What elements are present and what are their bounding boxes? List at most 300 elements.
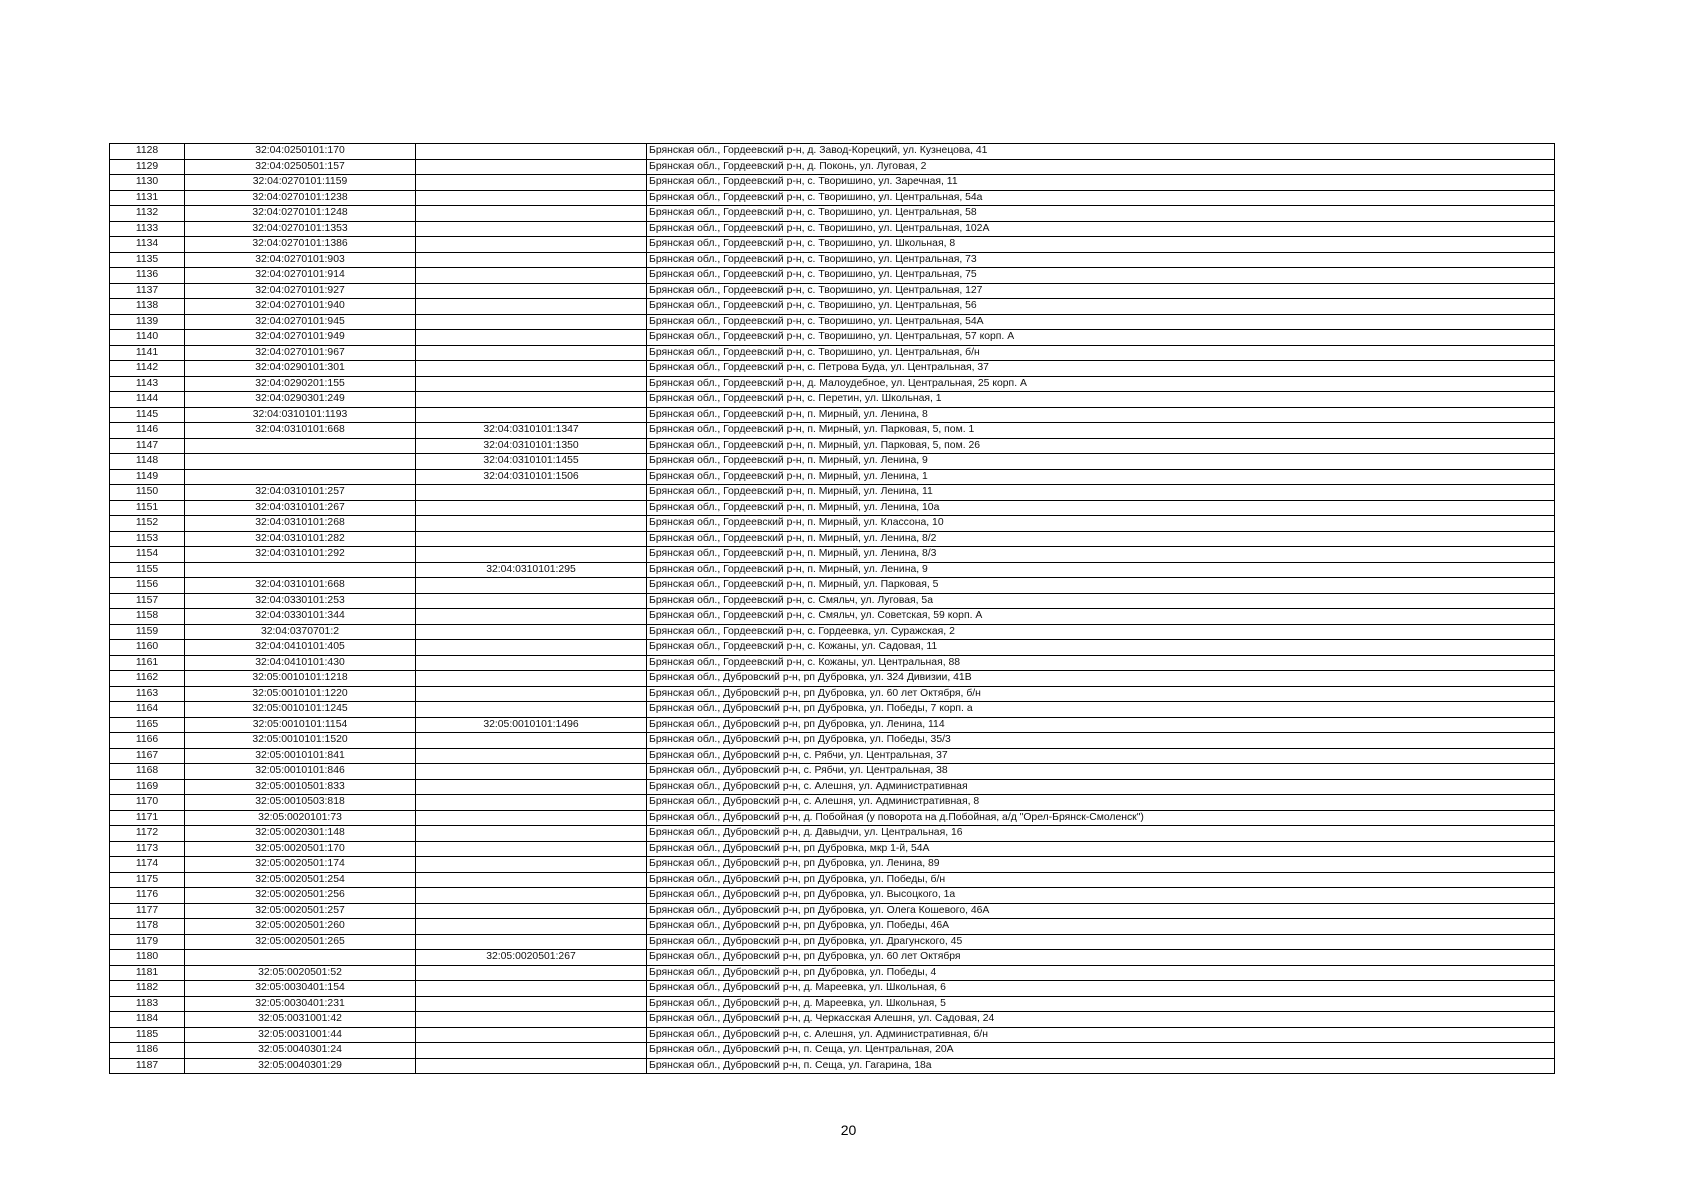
row-number: 1136 [110, 268, 185, 284]
address: Брянская обл., Дубровский р-н, д. Черкасская Алешня, ул. Садовая, 24 [647, 1012, 1555, 1028]
cadastral-number: 32:04:0310101:668 [185, 423, 416, 439]
cadastral-number: 32:05:0010101:1220 [185, 686, 416, 702]
cadastral-number [185, 562, 416, 578]
table-row [110, 221, 1555, 237]
row-number: 1142 [110, 361, 185, 377]
address: Брянская обл., Гордеевский р-н, п. Мирный, ул. Ленина, 8/2 [647, 531, 1555, 547]
cadastral-number: 32:04:0270101:940 [185, 299, 416, 315]
row-number: 1143 [110, 376, 185, 392]
cadastral-number-secondary [416, 221, 647, 237]
cadastral-number-secondary [416, 671, 647, 687]
table-row [110, 717, 1555, 733]
table-row [110, 671, 1555, 687]
cadastral-number-secondary [416, 485, 647, 501]
cadastral-number-secondary [416, 593, 647, 609]
row-number: 1166 [110, 733, 185, 749]
row-number: 1184 [110, 1012, 185, 1028]
row-number: 1152 [110, 516, 185, 532]
table-row [110, 593, 1555, 609]
table-row [110, 423, 1555, 439]
row-number: 1159 [110, 624, 185, 640]
page-number: 20 [840, 1122, 857, 1138]
address: Брянская обл., Дубровский р-н, с. Алешня, ул. Административная, б/н [647, 1027, 1555, 1043]
address: Брянская обл., Дубровский р-н, рп Дубровка, ул. Олега Кошевого, 46А [647, 903, 1555, 919]
row-number: 1177 [110, 903, 185, 919]
address: Брянская обл., Гордеевский р-н, с. Петрова Буда, ул. Центральная, 37 [647, 361, 1555, 377]
table-row [110, 392, 1555, 408]
cadastral-number-secondary [416, 175, 647, 191]
row-number: 1174 [110, 857, 185, 873]
cadastral-number [185, 438, 416, 454]
cadastral-number: 32:04:0310101:1193 [185, 407, 416, 423]
table-row [110, 609, 1555, 625]
row-number: 1150 [110, 485, 185, 501]
row-number: 1169 [110, 779, 185, 795]
table-row [110, 810, 1555, 826]
table-row [110, 872, 1555, 888]
row-number: 1145 [110, 407, 185, 423]
cadastral-number-secondary [416, 376, 647, 392]
cadastral-number: 32:05:0010101:1154 [185, 717, 416, 733]
row-number: 1163 [110, 686, 185, 702]
table-row [110, 779, 1555, 795]
cadastral-number: 32:04:0410101:430 [185, 655, 416, 671]
row-number: 1157 [110, 593, 185, 609]
table-row [110, 996, 1555, 1012]
cadastral-number: 32:04:0310101:282 [185, 531, 416, 547]
address: Брянская обл., Дубровский р-н, с. Алешня, ул. Административная, 8 [647, 795, 1555, 811]
row-number: 1128 [110, 144, 185, 160]
table-row [110, 748, 1555, 764]
cadastral-number: 32:04:0270101:1248 [185, 206, 416, 222]
row-number: 1185 [110, 1027, 185, 1043]
address: Брянская обл., Дубровский р-н, с. Рябчи, ул. Центральная, 38 [647, 764, 1555, 780]
cadastral-number-secondary [416, 345, 647, 361]
cadastral-number-secondary [416, 314, 647, 330]
table-row [110, 175, 1555, 191]
cadastral-number: 32:04:0310101:292 [185, 547, 416, 563]
row-number: 1173 [110, 841, 185, 857]
cadastral-number: 32:04:0310101:257 [185, 485, 416, 501]
cadastral-number-secondary [416, 1012, 647, 1028]
cadastral-number: 32:04:0310101:668 [185, 578, 416, 594]
address: Брянская обл., Дубровский р-н, рп Дубровка, ул. 324 Дивизии, 41В [647, 671, 1555, 687]
cadastral-number-secondary [416, 996, 647, 1012]
cadastral-number-secondary: 32:04:0310101:1455 [416, 454, 647, 470]
cadastral-number-secondary [416, 981, 647, 997]
table-row [110, 965, 1555, 981]
address: Брянская обл., Гордеевский р-н, с. Творишино, ул. Заречная, 11 [647, 175, 1555, 191]
cadastral-number: 32:04:0310101:267 [185, 500, 416, 516]
cadastral-number: 32:05:0020501:265 [185, 934, 416, 950]
row-number: 1135 [110, 252, 185, 268]
cadastral-number: 32:05:0010101:841 [185, 748, 416, 764]
row-number: 1158 [110, 609, 185, 625]
cadastral-number: 32:05:0020501:257 [185, 903, 416, 919]
row-number: 1156 [110, 578, 185, 594]
cadastral-number-secondary [416, 609, 647, 625]
address: Брянская обл., Гордеевский р-н, с. Кожаны, ул. Центральная, 88 [647, 655, 1555, 671]
cadastral-number-secondary [416, 857, 647, 873]
cadastral-number: 32:04:0310101:268 [185, 516, 416, 532]
address: Брянская обл., Гордеевский р-н, с. Творишино, ул. Школьная, 8 [647, 237, 1555, 253]
address: Брянская обл., Гордеевский р-н, с. Смяльч, ул. Советская, 59 корп. А [647, 609, 1555, 625]
address: Брянская обл., Гордеевский р-н, с. Творишино, ул. Центральная, 75 [647, 268, 1555, 284]
address: Брянская обл., Гордеевский р-н, п. Мирный, ул. Парковая, 5, пом. 1 [647, 423, 1555, 439]
cadastral-number-secondary [416, 159, 647, 175]
table-row [110, 702, 1555, 718]
cadastral-number-secondary: 32:05:0010101:1496 [416, 717, 647, 733]
cadastral-number-secondary [416, 516, 647, 532]
table-row [110, 454, 1555, 470]
cadastral-number-secondary [416, 919, 647, 935]
row-number: 1130 [110, 175, 185, 191]
cadastral-number: 32:05:0010101:1245 [185, 702, 416, 718]
row-number: 1179 [110, 934, 185, 950]
row-number: 1131 [110, 190, 185, 206]
cadastral-number: 32:05:0031001:42 [185, 1012, 416, 1028]
table-row [110, 252, 1555, 268]
cadastral-number: 32:04:0330101:253 [185, 593, 416, 609]
address: Брянская обл., Дубровский р-н, рп Дубровка, ул. Ленина, 114 [647, 717, 1555, 733]
table-row [110, 500, 1555, 516]
cadastral-number: 32:05:0010101:1218 [185, 671, 416, 687]
cadastral-number: 32:04:0270101:1386 [185, 237, 416, 253]
cadastral-number: 32:05:0010501:833 [185, 779, 416, 795]
cadastral-number-secondary [416, 268, 647, 284]
table-row [110, 547, 1555, 563]
table-row [110, 1027, 1555, 1043]
address: Брянская обл., Дубровский р-н, рп Дубровка, ул. Победы, 35/3 [647, 733, 1555, 749]
table-row [110, 795, 1555, 811]
address: Брянская обл., Дубровский р-н, д. Давыдчи, ул. Центральная, 16 [647, 826, 1555, 842]
row-number: 1129 [110, 159, 185, 175]
table-row [110, 841, 1555, 857]
cadastral-number: 32:04:0270101:1159 [185, 175, 416, 191]
cadastral-number: 32:05:0020501:170 [185, 841, 416, 857]
cadastral-number-secondary [416, 252, 647, 268]
address: Брянская обл., Гордеевский р-н, п. Мирный, ул. Классона, 10 [647, 516, 1555, 532]
row-number: 1165 [110, 717, 185, 733]
table-row [110, 438, 1555, 454]
row-number: 1186 [110, 1043, 185, 1059]
row-number: 1148 [110, 454, 185, 470]
address: Брянская обл., Дубровский р-н, д. Побойная (у поворота на д.Побойная, а/д "Орел-Брянск-Смоленск") [647, 810, 1555, 826]
table-row [110, 640, 1555, 656]
address: Брянская обл., Дубровский р-н, рп Дубровка, мкр 1-й, 54А [647, 841, 1555, 857]
cadastral-number: 32:05:0020101:73 [185, 810, 416, 826]
address: Брянская обл., Дубровский р-н, с. Алешня, ул. Административная [647, 779, 1555, 795]
cadastral-number-secondary [416, 640, 647, 656]
cadastral-number: 32:05:0040301:29 [185, 1058, 416, 1074]
cadastral-number-secondary: 32:04:0310101:1347 [416, 423, 647, 439]
row-number: 1132 [110, 206, 185, 222]
table-row [110, 919, 1555, 935]
cadastral-number: 32:04:0290301:249 [185, 392, 416, 408]
cadastral-number-secondary [416, 733, 647, 749]
cadastral-number-secondary [416, 407, 647, 423]
table-row [110, 516, 1555, 532]
address: Брянская обл., Гордеевский р-н, п. Мирный, ул. Ленина, 9 [647, 562, 1555, 578]
cadastral-number-secondary [416, 330, 647, 346]
row-number: 1138 [110, 299, 185, 315]
table-row [110, 562, 1555, 578]
table-row [110, 934, 1555, 950]
address: Брянская обл., Гордеевский р-н, п. Мирный, ул. Ленина, 8/3 [647, 547, 1555, 563]
cadastral-number-secondary [416, 392, 647, 408]
row-number: 1164 [110, 702, 185, 718]
table-row [110, 407, 1555, 423]
table-row [110, 857, 1555, 873]
address: Брянская обл., Дубровский р-н, рп Дубровка, ул. Высоцкого, 1а [647, 888, 1555, 904]
cadastral-number: 32:05:0030401:231 [185, 996, 416, 1012]
cadastral-number-secondary [416, 702, 647, 718]
cadastral-number-secondary [416, 779, 647, 795]
cadastral-number-secondary [416, 299, 647, 315]
row-number: 1139 [110, 314, 185, 330]
address: Брянская обл., Гордеевский р-н, с. Творишино, ул. Центральная, 57 корп. А [647, 330, 1555, 346]
address: Брянская обл., Гордеевский р-н, с. Творишино, ул. Центральная, 56 [647, 299, 1555, 315]
table-row [110, 826, 1555, 842]
cadastral-number-secondary [416, 283, 647, 299]
row-number: 1161 [110, 655, 185, 671]
cadastral-number-secondary [416, 965, 647, 981]
table-row [110, 159, 1555, 175]
cadastral-number: 32:05:0020501:174 [185, 857, 416, 873]
address: Брянская обл., Гордеевский р-н, с. Творишино, ул. Центральная, 58 [647, 206, 1555, 222]
row-number: 1180 [110, 950, 185, 966]
address: Брянская обл., Гордеевский р-н, д. Малоудебное, ул. Центральная, 25 корп. А [647, 376, 1555, 392]
row-number: 1168 [110, 764, 185, 780]
cadastral-number-secondary [416, 1058, 647, 1074]
cadastral-number: 32:04:0370701:2 [185, 624, 416, 640]
cadastral-number: 32:04:0410101:405 [185, 640, 416, 656]
table-row [110, 376, 1555, 392]
cadastral-number: 32:05:0020301:148 [185, 826, 416, 842]
cadastral-number-secondary [416, 655, 647, 671]
cadastral-number [185, 469, 416, 485]
cadastral-number: 32:05:0020501:52 [185, 965, 416, 981]
row-number: 1151 [110, 500, 185, 516]
address: Брянская обл., Гордеевский р-н, п. Мирный, ул. Ленина, 11 [647, 485, 1555, 501]
address: Брянская обл., Дубровский р-н, рп Дубровка, ул. 60 лет Октября [647, 950, 1555, 966]
address: Брянская обл., Гордеевский р-н, п. Мирный, ул. Парковая, 5 [647, 578, 1555, 594]
address: Брянская обл., Гордеевский р-н, с. Смяльч, ул. Луговая, 5а [647, 593, 1555, 609]
row-number: 1146 [110, 423, 185, 439]
row-number: 1149 [110, 469, 185, 485]
table-row [110, 1012, 1555, 1028]
row-number: 1133 [110, 221, 185, 237]
row-number: 1176 [110, 888, 185, 904]
table-row [110, 237, 1555, 253]
row-number: 1154 [110, 547, 185, 563]
cadastral-number-secondary [416, 500, 647, 516]
cadastral-number: 32:04:0270101:949 [185, 330, 416, 346]
row-number: 1175 [110, 872, 185, 888]
table-row [110, 485, 1555, 501]
cadastral-number [185, 950, 416, 966]
table-row [110, 361, 1555, 377]
cadastral-number-secondary [416, 1027, 647, 1043]
cadastral-number-secondary [416, 237, 647, 253]
address: Брянская обл., Гордеевский р-н, с. Гордеевка, ул. Суражская, 2 [647, 624, 1555, 640]
table-row [110, 190, 1555, 206]
address: Брянская обл., Дубровский р-н, рп Дубровка, ул. Победы, б/н [647, 872, 1555, 888]
address: Брянская обл., Гордеевский р-н, д. Поконь, ул. Луговая, 2 [647, 159, 1555, 175]
row-number: 1134 [110, 237, 185, 253]
row-number: 1140 [110, 330, 185, 346]
row-number: 1137 [110, 283, 185, 299]
cadastral-number-secondary [416, 764, 647, 780]
table-row [110, 624, 1555, 640]
address: Брянская обл., Дубровский р-н, п. Сеща, ул. Гагарина, 18а [647, 1058, 1555, 1074]
cadastral-number-secondary [416, 547, 647, 563]
row-number: 1183 [110, 996, 185, 1012]
cadastral-number: 32:04:0270101:914 [185, 268, 416, 284]
row-number: 1167 [110, 748, 185, 764]
cadastral-number-secondary [416, 795, 647, 811]
cadastral-number-secondary [416, 810, 647, 826]
address: Брянская обл., Гордеевский р-н, с. Творишино, ул. Центральная, 54а [647, 190, 1555, 206]
table-row [110, 764, 1555, 780]
address: Брянская обл., Дубровский р-н, рп Дубровка, ул. Драгунского, 45 [647, 934, 1555, 950]
document-page [109, 143, 1554, 1074]
row-number: 1187 [110, 1058, 185, 1074]
row-number: 1181 [110, 965, 185, 981]
address: Брянская обл., Дубровский р-н, д. Мареевка, ул. Школьная, 5 [647, 996, 1555, 1012]
table-row [110, 283, 1555, 299]
cadastral-number-secondary [416, 531, 647, 547]
table-row [110, 981, 1555, 997]
row-number: 1155 [110, 562, 185, 578]
cadastral-number-secondary [416, 361, 647, 377]
table-row [110, 469, 1555, 485]
cadastral-number-secondary [416, 686, 647, 702]
address: Брянская обл., Гордеевский р-н, с. Творишино, ул. Центральная, 127 [647, 283, 1555, 299]
table-row [110, 578, 1555, 594]
table-row [110, 655, 1555, 671]
cadastral-number-secondary: 32:05:0020501:267 [416, 950, 647, 966]
address: Брянская обл., Дубровский р-н, рп Дубровка, ул. 60 лет Октября, б/н [647, 686, 1555, 702]
row-number: 1182 [110, 981, 185, 997]
cadastral-number: 32:05:0020501:260 [185, 919, 416, 935]
table-row [110, 299, 1555, 315]
address: Брянская обл., Гордеевский р-н, п. Мирный, ул. Парковая, 5, пом. 26 [647, 438, 1555, 454]
address: Брянская обл., Гордеевский р-н, с. Творишино, ул. Центральная, б/н [647, 345, 1555, 361]
cadastral-number-secondary [416, 748, 647, 764]
cadastral-number: 32:05:0030401:154 [185, 981, 416, 997]
cadastral-number-secondary: 32:04:0310101:295 [416, 562, 647, 578]
row-number: 1171 [110, 810, 185, 826]
cadastral-number: 32:04:0250501:157 [185, 159, 416, 175]
cadastral-number-secondary: 32:04:0310101:1350 [416, 438, 647, 454]
row-number: 1141 [110, 345, 185, 361]
cadastral-number: 32:04:0270101:903 [185, 252, 416, 268]
table-row [110, 314, 1555, 330]
table-body [110, 144, 1555, 1074]
row-number: 1162 [110, 671, 185, 687]
table-row [110, 686, 1555, 702]
table-row [110, 268, 1555, 284]
address: Брянская обл., Дубровский р-н, с. Рябчи, ул. Центральная, 37 [647, 748, 1555, 764]
cadastral-number: 32:05:0020501:256 [185, 888, 416, 904]
row-number: 1153 [110, 531, 185, 547]
cadastral-number: 32:04:0330101:344 [185, 609, 416, 625]
cadastral-number: 32:04:0290201:155 [185, 376, 416, 392]
cadastral-number: 32:04:0270101:1238 [185, 190, 416, 206]
table-row [110, 345, 1555, 361]
address: Брянская обл., Гордеевский р-н, п. Мирный, ул. Ленина, 8 [647, 407, 1555, 423]
row-number: 1160 [110, 640, 185, 656]
cadastral-number-secondary [416, 903, 647, 919]
address: Брянская обл., Гордеевский р-н, с. Кожаны, ул. Садовая, 11 [647, 640, 1555, 656]
table-row [110, 206, 1555, 222]
cadastral-number-secondary [416, 841, 647, 857]
cadastral-number-secondary [416, 934, 647, 950]
cadastral-number: 32:05:0010101:846 [185, 764, 416, 780]
table-row [110, 903, 1555, 919]
address: Брянская обл., Дубровский р-н, д. Мареевка, ул. Школьная, 6 [647, 981, 1555, 997]
cadastral-number [185, 454, 416, 470]
cadastral-number: 32:04:0270101:945 [185, 314, 416, 330]
cadastral-number-secondary [416, 888, 647, 904]
address: Брянская обл., Гордеевский р-н, с. Перетин, ул. Школьная, 1 [647, 392, 1555, 408]
address: Брянская обл., Гордеевский р-н, с. Творишино, ул. Центральная, 73 [647, 252, 1555, 268]
row-number: 1170 [110, 795, 185, 811]
cadastral-number: 32:05:0040301:24 [185, 1043, 416, 1059]
address: Брянская обл., Дубровский р-н, рп Дубровка, ул. Победы, 46А [647, 919, 1555, 935]
cadastral-number-secondary [416, 578, 647, 594]
address: Брянская обл., Гордеевский р-н, п. Мирный, ул. Ленина, 10а [647, 500, 1555, 516]
cadastral-number-secondary [416, 872, 647, 888]
property-table [109, 143, 1555, 1074]
cadastral-number: 32:05:0031001:44 [185, 1027, 416, 1043]
address: Брянская обл., Дубровский р-н, рп Дубровка, ул. Победы, 4 [647, 965, 1555, 981]
cadastral-number: 32:04:0290101:301 [185, 361, 416, 377]
cadastral-number-secondary: 32:04:0310101:1506 [416, 469, 647, 485]
address: Брянская обл., Дубровский р-н, рп Дубровка, ул. Ленина, 89 [647, 857, 1555, 873]
cadastral-number-secondary [416, 826, 647, 842]
cadastral-number: 32:04:0250101:170 [185, 144, 416, 160]
cadastral-number: 32:04:0270101:1353 [185, 221, 416, 237]
row-number: 1178 [110, 919, 185, 935]
address: Брянская обл., Гордеевский р-н, д. Завод-Корецкий, ул. Кузнецова, 41 [647, 144, 1555, 160]
cadastral-number: 32:05:0020501:254 [185, 872, 416, 888]
cadastral-number-secondary [416, 144, 647, 160]
table-row [110, 1058, 1555, 1074]
table-row [110, 330, 1555, 346]
table-row [110, 531, 1555, 547]
row-number: 1172 [110, 826, 185, 842]
cadastral-number-secondary [416, 190, 647, 206]
address: Брянская обл., Дубровский р-н, рп Дубровка, ул. Победы, 7 корп. а [647, 702, 1555, 718]
address: Брянская обл., Гордеевский р-н, с. Творишино, ул. Центральная, 102А [647, 221, 1555, 237]
table-row [110, 888, 1555, 904]
address: Брянская обл., Гордеевский р-н, п. Мирный, ул. Ленина, 9 [647, 454, 1555, 470]
cadastral-number-secondary [416, 206, 647, 222]
table-row [110, 950, 1555, 966]
row-number: 1144 [110, 392, 185, 408]
address: Брянская обл., Гордеевский р-н, с. Творишино, ул. Центральная, 54А [647, 314, 1555, 330]
table-row [110, 733, 1555, 749]
row-number: 1147 [110, 438, 185, 454]
cadastral-number: 32:05:0010101:1520 [185, 733, 416, 749]
cadastral-number: 32:05:0010503:818 [185, 795, 416, 811]
address: Брянская обл., Гордеевский р-н, п. Мирный, ул. Ленина, 1 [647, 469, 1555, 485]
cadastral-number: 32:04:0270101:967 [185, 345, 416, 361]
table-row [110, 144, 1555, 160]
cadastral-number-secondary [416, 1043, 647, 1059]
